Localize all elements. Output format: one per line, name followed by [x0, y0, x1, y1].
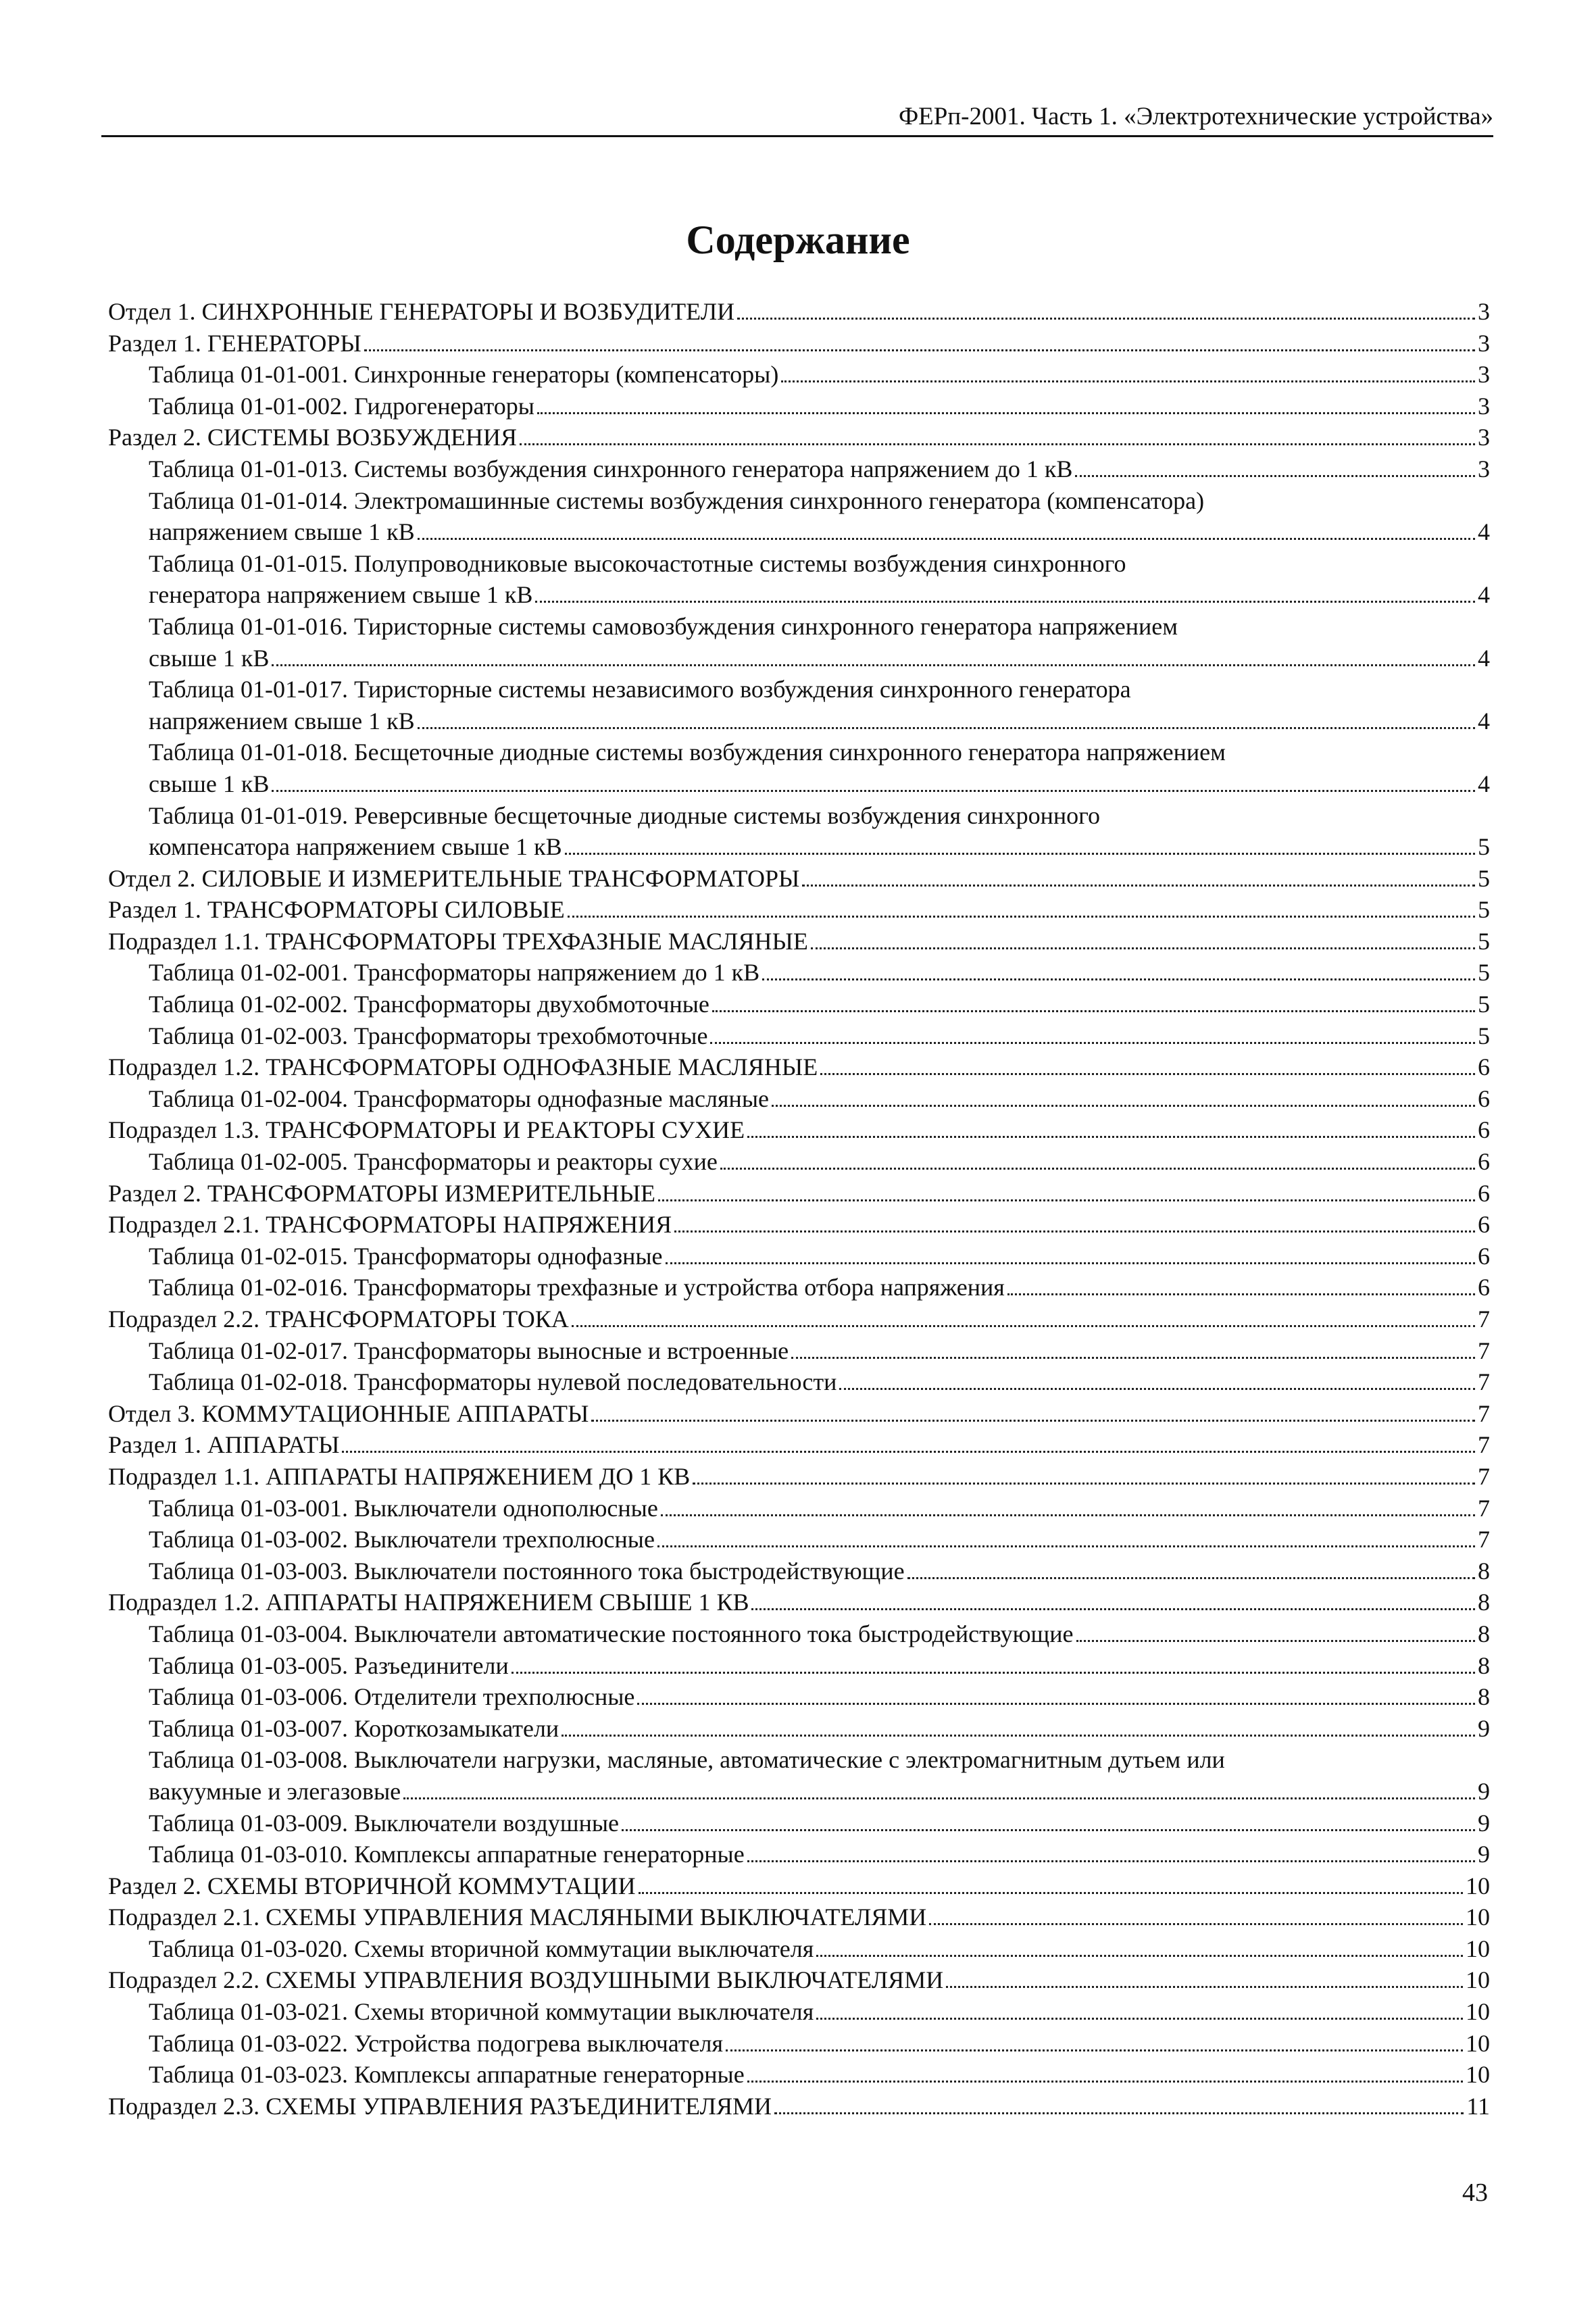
toc-entry[interactable]: [108, 1429, 1490, 1461]
toc-entry-text: Таблица 01-03-009. Выключатели воздушные: [149, 1809, 620, 1837]
toc-entry[interactable]: [108, 1901, 1490, 1933]
toc-entry-page: 6: [1478, 1148, 1490, 1176]
toc-entry-line: [108, 1303, 1490, 1335]
toc-entry-text: Таблица 01-01-001. Синхронные генераторы (компенсаторы): [149, 361, 779, 389]
dot-leader: [811, 947, 1475, 949]
toc-entry-text: Раздел 2. ТРАНСФОРМАТОРЫ ИЗМЕРИТЕЛЬНЫЕ: [108, 1179, 655, 1207]
toc-entry[interactable]: [108, 1493, 1490, 1524]
toc-entry-line: [149, 516, 1490, 548]
toc-entry[interactable]: [108, 1587, 1490, 1618]
toc-entry-line: [149, 989, 1490, 1020]
dot-leader: [272, 664, 1475, 666]
toc-entry-page: 8: [1478, 1651, 1490, 1679]
toc-entry-page: 7: [1478, 1494, 1490, 1522]
toc-entry-text: Таблица 01-03-005. Разъединители: [149, 1651, 509, 1679]
toc-entry-page: 10: [1466, 1966, 1490, 1994]
toc-entry[interactable]: [108, 296, 1490, 328]
dot-leader: [342, 1451, 1475, 1453]
toc-entry[interactable]: [108, 1335, 1490, 1367]
toc-entry-line: [149, 1933, 1490, 1965]
toc-entry-line: [149, 391, 1490, 422]
toc-entry-line: [149, 1808, 1490, 1839]
dot-leader: [726, 2049, 1463, 2051]
toc-entry-line: [149, 831, 1490, 863]
toc-entry-line: [149, 768, 1490, 800]
toc-entry[interactable]: [108, 1713, 1490, 1745]
toc-entry-line: [108, 1398, 1490, 1430]
toc-entry-text: напряжением свыше 1 кВ: [149, 707, 415, 735]
toc-entry-text-first-line: Таблица 01-01-017. Тиристорные системы независимого возбуждения синхронного генератора: [149, 676, 1131, 703]
dot-leader: [816, 1955, 1463, 1957]
toc-entry-text: напряжением свыше 1 кВ: [149, 518, 415, 546]
toc-entry[interactable]: [108, 1964, 1490, 1996]
toc-entry-text: Таблица 01-02-002. Трансформаторы двухобмоточные: [149, 991, 709, 1018]
toc-entry-text: Таблица 01-03-023. Комплексы аппаратные генераторные: [149, 2061, 745, 2089]
toc-entry[interactable]: [108, 1839, 1490, 1870]
toc-entry-text: Таблица 01-02-018. Трансформаторы нулевой последовательности: [149, 1368, 837, 1396]
toc-entry[interactable]: [108, 800, 1490, 863]
toc-entry-text: Подраздел 2.2. ТРАНСФОРМАТОРЫ ТОКА: [108, 1305, 569, 1333]
toc-entry-text: Таблица 01-02-005. Трансформаторы и реакторы сухие: [149, 1148, 718, 1176]
toc-entry-text: Таблица 01-03-022. Устройства подогрева выключателя: [149, 2029, 724, 2057]
dot-leader: [774, 2112, 1464, 2114]
toc-entry[interactable]: [108, 2059, 1490, 2091]
toc-entry[interactable]: [108, 926, 1490, 957]
toc-entry-page: 4: [1478, 707, 1490, 735]
dot-leader: [751, 1608, 1475, 1610]
toc-entry-page: 7: [1478, 1526, 1490, 1553]
toc-entry[interactable]: [108, 1272, 1490, 1303]
toc-entry-page: 6: [1478, 1242, 1490, 1270]
toc-entry-text: Подраздел 2.2. СХЕМЫ УПРАВЛЕНИЯ ВОЗДУШНЫМИ ВЫКЛЮЧАТЕЛЯМИ: [108, 1966, 944, 1994]
dot-leader: [674, 1230, 1475, 1233]
toc-entry-page: 6: [1478, 1179, 1490, 1207]
toc-entry-page: 7: [1478, 1305, 1490, 1333]
toc-entry-line: [108, 1114, 1490, 1146]
toc-entry-line: [149, 1146, 1490, 1178]
dot-leader: [802, 885, 1475, 887]
toc-entry[interactable]: [108, 1178, 1490, 1210]
toc-entry[interactable]: [108, 1555, 1490, 1587]
toc-entry-text: Раздел 2. СИСТЕМЫ ВОЗБУЖДЕНИЯ: [108, 424, 517, 451]
toc-entry-line: [149, 705, 1490, 737]
dot-leader: [272, 790, 1475, 792]
toc-entry-text: Таблица 01-03-001. Выключатели однополюсные: [149, 1494, 658, 1522]
toc-entry[interactable]: [108, 863, 1490, 895]
toc-entry[interactable]: [108, 894, 1490, 926]
dot-leader: [720, 1168, 1475, 1170]
toc-entry-page: 10: [1466, 2061, 1490, 2089]
toc-entry-line: [108, 2091, 1490, 2122]
toc-entry-line: [108, 1461, 1490, 1493]
toc-entry-text-first-line: Таблица 01-03-008. Выключатели нагрузки, масляные, автоматические с электромагнитным дутьем или: [149, 1746, 1225, 1774]
dot-leader: [512, 1672, 1475, 1674]
dot-leader: [565, 853, 1475, 855]
toc-entry-text-first-line: Таблица 01-01-014. Электромашинные системы возбуждения синхронного генератора (компенсатора): [149, 487, 1205, 514]
page-title: Содержание: [686, 218, 910, 262]
toc-entry[interactable]: [108, 328, 1490, 359]
toc-entry-page: 8: [1478, 1589, 1490, 1616]
toc-entry[interactable]: [108, 1524, 1490, 1555]
dot-leader: [535, 601, 1475, 603]
dot-leader: [520, 443, 1475, 445]
toc-entry-line: [149, 1681, 1490, 1713]
toc-entry-page: 6: [1478, 1274, 1490, 1301]
toc-entry[interactable]: [108, 1461, 1490, 1493]
toc-entry[interactable]: [108, 1618, 1490, 1650]
toc-entry-page: 10: [1466, 1998, 1490, 2026]
dot-leader: [403, 1797, 1475, 1799]
toc-entry-page: 8: [1478, 1620, 1490, 1647]
toc-entry-text: Подраздел 1.1. ТРАНСФОРМАТОРЫ ТРЕХФАЗНЫЕ МАСЛЯНЫЕ: [108, 927, 808, 955]
toc-entry-line: [108, 422, 1490, 453]
dot-leader: [418, 538, 1475, 540]
toc-entry-line: [108, 894, 1490, 926]
dot-leader: [839, 1388, 1475, 1390]
toc-entry-line: [149, 579, 1490, 611]
dot-leader: [568, 916, 1475, 918]
toc-entry-line: [149, 1618, 1490, 1650]
toc-entry[interactable]: [108, 1303, 1490, 1335]
toc-entry-text: Подраздел 1.3. ТРАНСФОРМАТОРЫ И РЕАКТОРЫ СУХИЕ: [108, 1116, 745, 1144]
toc-entry-line: [149, 1555, 1490, 1587]
toc-entry[interactable]: [108, 1083, 1490, 1115]
toc-entry-text: Таблица 01-02-015. Трансформаторы однофазные: [149, 1242, 663, 1270]
toc-entry[interactable]: [108, 359, 1490, 391]
toc-entry-line: [149, 1272, 1490, 1303]
toc-entry-page: 6: [1478, 1053, 1490, 1081]
toc-entry-line: [108, 1429, 1490, 1461]
toc-entry-page: 3: [1478, 392, 1490, 420]
toc-entry-page: 7: [1478, 1431, 1490, 1459]
toc-entry-page: 9: [1478, 1777, 1490, 1805]
toc-entry-page: 6: [1478, 1211, 1490, 1239]
dot-leader: [1007, 1293, 1475, 1295]
toc-entry-page: 11: [1466, 2092, 1490, 2120]
toc-entry-line: [149, 2028, 1490, 2060]
toc-entry-page: 3: [1478, 329, 1490, 357]
toc-entry[interactable]: [108, 1241, 1490, 1272]
toc-entry-line: [149, 1020, 1490, 1052]
toc-entry-page: 10: [1466, 1935, 1490, 1962]
toc-entry-text: Таблица 01-02-001. Трансформаторы напряжением до 1 кВ: [149, 959, 760, 987]
dot-leader: [816, 2018, 1463, 2020]
toc-entry-text: свыше 1 кВ: [149, 770, 270, 797]
toc-entry-page: 10: [1466, 1903, 1490, 1931]
toc-entry-line: [149, 359, 1490, 391]
toc-entry-line: [108, 1964, 1490, 1996]
toc-entry-line: [149, 1713, 1490, 1745]
toc-entry-page: 5: [1478, 833, 1490, 861]
toc-entry[interactable]: [108, 737, 1490, 799]
toc-entry-text: Подраздел 2.1. СХЕМЫ УПРАВЛЕНИЯ МАСЛЯНЫМИ ВЫКЛЮЧАТЕЛЯМИ: [108, 1903, 927, 1931]
toc-entry-page: 5: [1478, 864, 1490, 892]
toc-entry[interactable]: [108, 2091, 1490, 2122]
toc-entry[interactable]: [108, 1681, 1490, 1713]
toc-entry-line: [108, 1209, 1490, 1241]
dot-leader: [591, 1420, 1475, 1422]
toc-entry-page: 7: [1478, 1462, 1490, 1490]
dot-leader: [762, 978, 1475, 980]
toc-entry[interactable]: [108, 611, 1490, 674]
toc-entry[interactable]: [108, 391, 1490, 422]
toc-entry-text: Таблица 01-03-021. Схемы вторичной коммутации выключателя: [149, 1998, 814, 2026]
page-number: 43: [1462, 2179, 1488, 2207]
toc-entry-line: [108, 328, 1490, 359]
dot-leader: [772, 1105, 1475, 1107]
dot-leader: [562, 1735, 1475, 1737]
toc-entry-text: Таблица 01-03-006. Отделители трехполюсные: [149, 1683, 635, 1711]
dot-leader: [747, 1860, 1475, 1862]
toc-entry[interactable]: [108, 957, 1490, 989]
toc-entry[interactable]: [108, 674, 1490, 737]
toc-entry-text: генератора напряжением свыше 1 кВ: [149, 581, 533, 609]
toc-entry-page: 5: [1478, 991, 1490, 1018]
running-title: ФЕРп-2001. Часть 1. «Электротехнические устройства»: [898, 103, 1493, 130]
toc-entry-text: Таблица 01-02-016. Трансформаторы трехфазные и устройства отбора напряжения: [149, 1274, 1005, 1301]
toc-entry-page: 4: [1478, 644, 1490, 672]
dot-leader: [820, 1073, 1475, 1075]
toc-entry[interactable]: [108, 1650, 1490, 1682]
toc-entry-text: Раздел 1. АППАРАТЫ: [108, 1431, 340, 1459]
toc-entry-line: [108, 1587, 1490, 1618]
toc-entry-page: 3: [1478, 361, 1490, 389]
toc-entry[interactable]: [108, 1020, 1490, 1052]
toc-entry-page: 9: [1478, 1809, 1490, 1837]
toc-entry-line: [108, 926, 1490, 957]
toc-entry-text: Таблица 01-03-007. Короткозамыкатели: [149, 1714, 559, 1742]
toc-entry-line: [149, 643, 1490, 674]
toc-entry-line: [149, 1366, 1490, 1398]
toc-entry-line: [108, 1051, 1490, 1083]
dot-leader: [1075, 475, 1475, 477]
toc-entry[interactable]: [108, 1366, 1490, 1398]
dot-leader: [364, 349, 1475, 351]
dot-leader: [907, 1577, 1475, 1579]
toc-entry[interactable]: [108, 1744, 1490, 1807]
dot-leader: [537, 412, 1475, 414]
dot-leader: [657, 1545, 1475, 1547]
toc-entry[interactable]: [108, 1933, 1490, 1965]
toc-entry-text: Раздел 2. СХЕМЫ ВТОРИЧНОЙ КОММУТАЦИИ: [108, 1872, 636, 1899]
toc-entry-line: [108, 296, 1490, 328]
toc-entry[interactable]: [108, 1051, 1490, 1083]
toc-entry-page: 4: [1478, 770, 1490, 797]
dot-leader: [747, 1136, 1475, 1138]
toc-entry-line: [149, 957, 1490, 989]
toc-entry-text: Подраздел 1.2. АППАРАТЫ НАПРЯЖЕНИЕМ СВЫШЕ 1 КВ: [108, 1589, 749, 1616]
toc-entry-page: 7: [1478, 1368, 1490, 1396]
toc-entry-text: компенсатора напряжением свыше 1 кВ: [149, 833, 562, 861]
toc-entry-line: [149, 453, 1490, 485]
toc-entry-text: Таблица 01-02-017. Трансформаторы выносные и встроенные: [149, 1337, 789, 1364]
toc-entry[interactable]: [108, 548, 1490, 611]
toc-entry-page: 9: [1478, 1714, 1490, 1742]
toc-entry-text-first-line: Таблица 01-01-015. Полупроводниковые высокочастотные системы возбуждения синхронного: [149, 549, 1126, 577]
toc-entry[interactable]: [108, 1398, 1490, 1430]
toc-entry-text: Отдел 3. КОММУТАЦИОННЫЕ АППАРАТЫ: [108, 1399, 589, 1427]
toc-entry-line: [149, 2059, 1490, 2091]
toc-entry-text: Таблица 01-03-002. Выключатели трехполюсные: [149, 1526, 655, 1553]
toc-entry-page: 8: [1478, 1683, 1490, 1711]
toc-entry-page: 10: [1466, 2029, 1490, 2057]
toc-entry[interactable]: [108, 989, 1490, 1020]
toc-entry-line: [149, 1776, 1490, 1808]
toc-entry-line: [149, 1083, 1490, 1115]
toc-entry-line: [149, 1524, 1490, 1555]
toc-entry-page: 4: [1478, 581, 1490, 609]
toc-entry-text: Таблица 01-03-003. Выключатели постоянного тока быстродействующие: [149, 1557, 905, 1585]
table-of-contents: [108, 296, 1490, 2122]
toc-entry-text: Таблица 01-01-002. Гидрогенераторы: [149, 392, 534, 420]
toc-entry[interactable]: [108, 1209, 1490, 1241]
toc-entry-text: Таблица 01-02-003. Трансформаторы трехобмоточные: [149, 1022, 708, 1049]
toc-entry-line: [149, 1650, 1490, 1682]
toc-entry-page: 9: [1478, 1841, 1490, 1868]
toc-entry-line: [149, 1493, 1490, 1524]
toc-entry-line: [149, 1335, 1490, 1367]
toc-entry-text: Таблица 01-03-004. Выключатели автоматические постоянного тока быстродействующие: [149, 1620, 1074, 1647]
dot-leader: [639, 1892, 1463, 1894]
dot-leader: [666, 1262, 1475, 1264]
toc-entry-text: Раздел 1. ГЕНЕРАТОРЫ: [108, 329, 361, 357]
toc-entry-page: 3: [1478, 298, 1490, 325]
toc-entry-line: [149, 1241, 1490, 1272]
toc-entry-text: Подраздел 2.1. ТРАНСФОРМАТОРЫ НАПРЯЖЕНИЯ: [108, 1211, 672, 1239]
toc-entry-page: 5: [1478, 959, 1490, 987]
toc-entry[interactable]: [108, 485, 1490, 548]
toc-entry-page: 5: [1478, 927, 1490, 955]
toc-entry[interactable]: [108, 1870, 1490, 1902]
dot-leader: [418, 727, 1475, 729]
dot-leader: [791, 1357, 1475, 1359]
dot-leader: [637, 1703, 1475, 1705]
toc-entry[interactable]: [108, 422, 1490, 453]
toc-entry-text: Таблица 01-02-004. Трансформаторы однофазные масляные: [149, 1085, 769, 1112]
toc-entry-line: [108, 863, 1490, 895]
dot-leader: [946, 1986, 1463, 1988]
toc-entry-line: [108, 1178, 1490, 1210]
dot-leader: [658, 1199, 1475, 1201]
toc-entry-text: Подраздел 1.2. ТРАНСФОРМАТОРЫ ОДНОФАЗНЫЕ МАСЛЯНЫЕ: [108, 1053, 818, 1081]
dot-leader: [622, 1829, 1475, 1831]
toc-entry-text: свыше 1 кВ: [149, 644, 270, 672]
toc-entry-text-first-line: Таблица 01-01-019. Реверсивные бесщеточные диодные системы возбуждения синхронного: [149, 801, 1100, 829]
running-header: [101, 101, 1493, 137]
toc-entry[interactable]: [108, 453, 1490, 485]
dot-leader: [747, 2081, 1463, 2083]
toc-entry-line: [149, 1996, 1490, 2028]
toc-entry-page: 3: [1478, 455, 1490, 482]
toc-entry-text-first-line: Таблица 01-01-018. Бесщеточные диодные системы возбуждения синхронного генератора напряжением: [149, 739, 1226, 766]
toc-entry-text: вакуумные и элегазовые: [149, 1777, 401, 1805]
toc-entry-page: 4: [1478, 518, 1490, 546]
toc-entry-page: 3: [1478, 424, 1490, 451]
toc-entry[interactable]: [108, 1114, 1490, 1146]
toc-entry-text: Отдел 1. СИНХРОННЫЕ ГЕНЕРАТОРЫ И ВОЗБУДИТЕЛИ: [108, 298, 735, 325]
dot-leader: [710, 1042, 1475, 1044]
toc-entry-page: 6: [1478, 1085, 1490, 1112]
toc-entry-text: Подраздел 2.3. СХЕМЫ УПРАВЛЕНИЯ РАЗЪЕДИНИТЕЛЯМИ: [108, 2092, 772, 2120]
dot-leader: [1076, 1640, 1475, 1642]
toc-entry-text: Таблица 01-01-013. Системы возбуждения синхронного генератора напряжением до 1 кВ: [149, 455, 1073, 482]
toc-entry-page: 8: [1478, 1557, 1490, 1585]
dot-leader: [712, 1010, 1475, 1012]
toc-entry-text: Раздел 1. ТРАНСФОРМАТОРЫ СИЛОВЫЕ: [108, 896, 565, 924]
toc-entry-text: Подраздел 1.1. АППАРАТЫ НАПРЯЖЕНИЕМ ДО 1 КВ: [108, 1462, 691, 1490]
toc-entry-text: Таблица 01-03-020. Схемы вторичной коммутации выключателя: [149, 1935, 814, 1962]
toc-entry-text: Таблица 01-03-010. Комплексы аппаратные генераторные: [149, 1841, 745, 1868]
dot-leader: [737, 318, 1475, 320]
toc-entry[interactable]: [108, 1146, 1490, 1178]
dot-leader: [693, 1483, 1475, 1485]
dot-leader: [572, 1325, 1475, 1327]
toc-entry-page: 6: [1478, 1116, 1490, 1144]
toc-entry-line: [149, 1839, 1490, 1870]
toc-entry-line: [108, 1870, 1490, 1902]
toc-entry[interactable]: [108, 1996, 1490, 2028]
toc-entry-page: 5: [1478, 1022, 1490, 1049]
dot-leader: [661, 1514, 1475, 1516]
toc-entry[interactable]: [108, 1808, 1490, 1839]
toc-entry-text: Отдел 2. СИЛОВЫЕ И ИЗМЕРИТЕЛЬНЫЕ ТРАНСФОРМАТОРЫ: [108, 864, 800, 892]
toc-entry-page: 7: [1478, 1337, 1490, 1364]
toc-entry[interactable]: [108, 2028, 1490, 2060]
toc-entry-line: [108, 1901, 1490, 1933]
dot-leader: [781, 380, 1475, 382]
toc-entry-page: 10: [1466, 1872, 1490, 1899]
toc-entry-page: 5: [1478, 896, 1490, 924]
toc-entry-page: 7: [1478, 1399, 1490, 1427]
dot-leader: [929, 1923, 1463, 1925]
toc-entry-text-first-line: Таблица 01-01-016. Тиристорные системы самовозбуждения синхронного генератора напряжением: [149, 612, 1178, 640]
